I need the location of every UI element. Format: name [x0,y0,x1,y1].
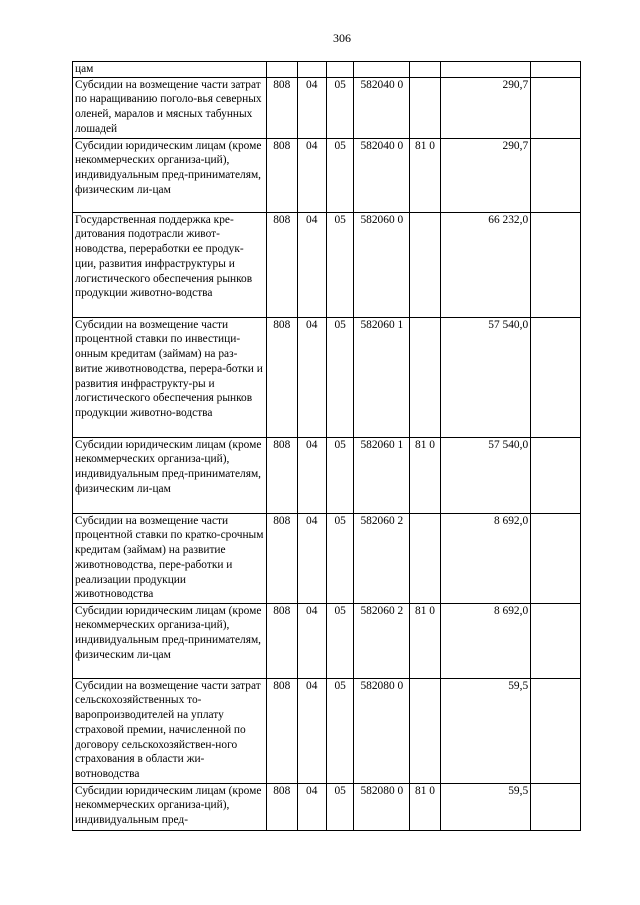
row-sum: 59,5 [440,678,530,783]
table-row [73,603,581,678]
table-row [73,62,581,78]
row-pr: 05 [326,77,353,138]
row-sum: 290,7 [440,138,530,212]
row-rz: 04 [297,437,326,513]
row-cs: 582060 2 [354,603,410,678]
row-pr: 05 [326,603,353,678]
row-pr: 05 [326,513,353,603]
table-row [73,783,581,830]
row-extra [531,603,581,678]
budget-table [72,61,581,831]
table-row [73,77,581,138]
row-extra [531,513,581,603]
row-name: Государственная поддержка кре-дитования подотрасли живот-новодства, переработки ее продук-ции, развития инфраструктуры и логистического обеспечения рынков продукции животно-водства [73,212,267,317]
row-name: Субсидии юридическим лицам (кроме некоммерческих организа-ций), индивидуальным пред-принимателям, физическим ли-цам [73,603,267,678]
row-cs: 582080 0 [354,783,410,830]
row-gr: 808 [267,437,297,513]
row-name: Субсидии на возмещение части затрат по наращиванию поголо-вья северных оленей, маралов и мясных табунных лошадей [73,77,267,138]
row-gr: 808 [267,212,297,317]
row-vr: 81 0 [410,603,440,678]
row-pr: 05 [326,678,353,783]
row-rz: 04 [297,138,326,212]
row-vr [410,678,440,783]
row-name: Субсидии юридическим лицам (кроме некоммерческих организа-ций), индивидуальным пред-принимателям, физическим ли-цам [73,138,267,212]
table-row [73,317,581,437]
page-number: 306 [333,31,351,45]
row-cs [354,62,410,78]
row-rz: 04 [297,212,326,317]
row-pr: 05 [326,317,353,437]
row-name: Субсидии на возмещение части затрат сельскохозяйственных то-варопроизводителей на уплату страховой премии, начисленной по договору сельскохозяйствен-ного страхования в области жи-вотноводства [73,678,267,783]
table-row [73,678,581,783]
row-pr: 05 [326,212,353,317]
row-rz: 04 [297,678,326,783]
row-extra [531,77,581,138]
row-name: Субсидии юридическим лицам (кроме некоммерческих организа-ций), индивидуальным пред-принимателям, физическим ли-цам [73,437,267,513]
row-rz: 04 [297,603,326,678]
row-pr: 05 [326,783,353,830]
row-extra [531,212,581,317]
row-cs: 582060 2 [354,513,410,603]
row-cs: 582040 0 [354,138,410,212]
row-rz [297,62,326,78]
table-row [73,138,581,212]
row-vr [410,62,440,78]
row-extra [531,317,581,437]
row-sum: 57 540,0 [440,437,530,513]
row-rz: 04 [297,783,326,830]
row-gr [267,62,297,78]
row-sum: 59,5 [440,783,530,830]
row-sum: 8 692,0 [440,603,530,678]
row-vr: 81 0 [410,783,440,830]
row-vr [410,317,440,437]
row-gr: 808 [267,783,297,830]
row-extra [531,138,581,212]
row-gr: 808 [267,138,297,212]
row-sum: 8 692,0 [440,513,530,603]
row-vr [410,212,440,317]
row-cs: 582060 0 [354,212,410,317]
row-cs: 582060 1 [354,317,410,437]
row-sum [440,62,530,78]
row-sum: 57 540,0 [440,317,530,437]
row-gr: 808 [267,603,297,678]
row-gr: 808 [267,317,297,437]
row-gr: 808 [267,678,297,783]
row-gr: 808 [267,513,297,603]
row-vr [410,513,440,603]
row-vr: 81 0 [410,437,440,513]
row-extra [531,783,581,830]
table-row [73,212,581,317]
row-name: Субсидии на возмещение части процентной ставки по кратко-срочным кредитам (займам) на развитие животноводства, пере-работки и реализации продукции животноводства [73,513,267,603]
row-cs: 582060 1 [354,437,410,513]
row-extra [531,678,581,783]
row-vr: 81 0 [410,138,440,212]
row-rz: 04 [297,317,326,437]
row-pr: 05 [326,437,353,513]
row-cs: 582080 0 [354,678,410,783]
row-pr [326,62,353,78]
row-name: цам [73,62,267,78]
row-extra [531,437,581,513]
table-row [73,437,581,513]
row-rz: 04 [297,513,326,603]
row-rz: 04 [297,77,326,138]
row-sum: 290,7 [440,77,530,138]
row-name: Субсидии юридическим лицам (кроме некоммерческих организа-ций), индивидуальным пред- [73,783,267,830]
row-gr: 808 [267,77,297,138]
row-cs: 582040 0 [354,77,410,138]
row-sum: 66 232,0 [440,212,530,317]
row-extra [531,62,581,78]
table-row [73,513,581,603]
row-pr: 05 [326,138,353,212]
row-vr [410,77,440,138]
row-name: Субсидии на возмещение части процентной ставки по инвестици-онным кредитам (займам) на раз-витие животноводства, перера-ботки и развития инфраструкту-ры и логистического обеспечения рынков продукции животно-водства [73,317,267,437]
